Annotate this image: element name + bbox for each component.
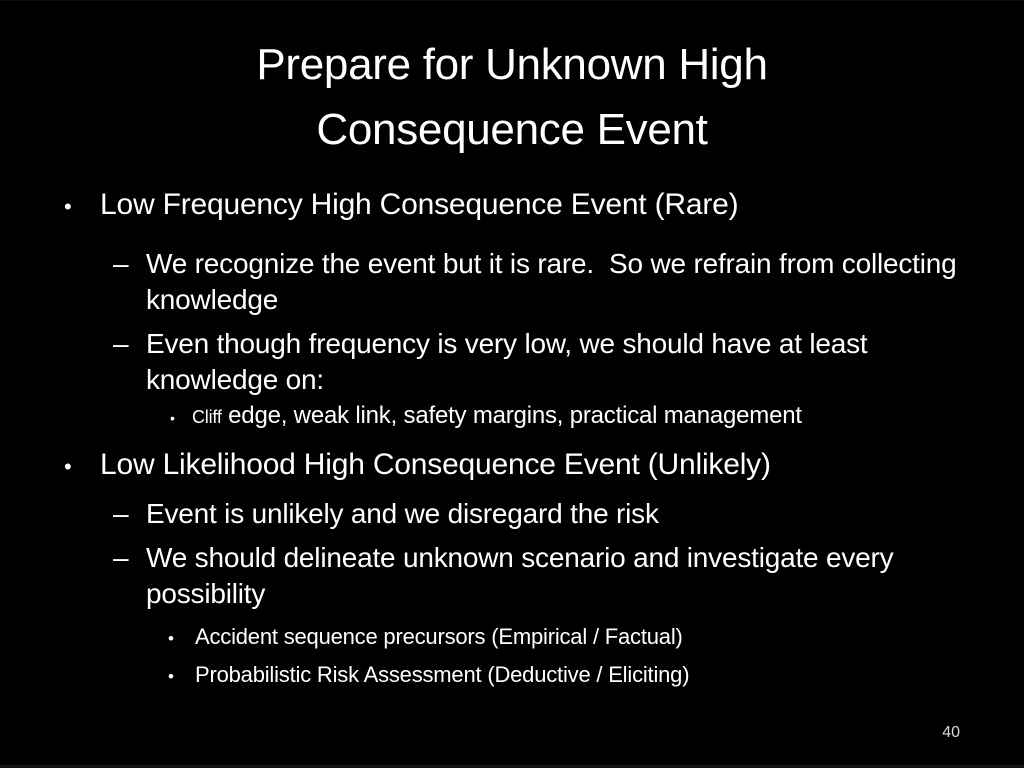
bullet-text: Probabilistic Risk Assessment (Deductive / Eliciting) — [195, 662, 690, 687]
bullet-text: Even though frequency is very low, we should have at least knowledge on: — [146, 328, 876, 395]
bullet-marker: – — [113, 328, 129, 359]
bullet-item — [64, 186, 980, 226]
bullet-text: We recognize the event but it is rare. So we refrain from collecting knowledge — [146, 248, 965, 315]
bullet-item — [64, 658, 980, 694]
bullet-marker: • — [64, 194, 72, 219]
bullet-text-small: Cliff — [192, 407, 222, 427]
bullet-item — [64, 326, 980, 398]
bullet-item — [64, 620, 980, 656]
bullet-text: Low Frequency High Consequence Event (Rare) — [100, 188, 739, 221]
bullet-marker: – — [113, 542, 129, 573]
bullet-item — [64, 540, 980, 612]
bullet-item — [64, 496, 980, 532]
bullet-item — [64, 446, 980, 486]
bullet-text: We should delineate unknown scenario and investigate every possibility — [146, 542, 902, 609]
bullet-item — [64, 246, 980, 318]
slide-title — [0, 32, 1024, 162]
bullet-text: Accident sequence precursors (Empirical / Factual) — [195, 624, 683, 649]
bullet-text: Low Likelihood High Consequence Event (Unlikely) — [100, 448, 771, 481]
slide-title-line-2: Consequence Event — [316, 105, 708, 154]
bullet-item — [64, 400, 980, 434]
bullet-marker: • — [168, 629, 174, 648]
bullet-marker: • — [64, 454, 72, 479]
page-number: 40 — [942, 724, 960, 741]
bullet-marker: • — [170, 410, 175, 426]
bullet-marker: • — [168, 667, 174, 686]
bullet-list — [64, 186, 980, 694]
bullet-text: edge, weak link, safety margins, practical management — [221, 402, 802, 429]
bullet-marker: – — [113, 498, 129, 529]
bullet-text: Event is unlikely and we disregard the risk — [146, 498, 659, 529]
slide-title-line-1: Prepare for Unknown High — [256, 40, 768, 89]
bullet-marker: – — [113, 248, 129, 279]
